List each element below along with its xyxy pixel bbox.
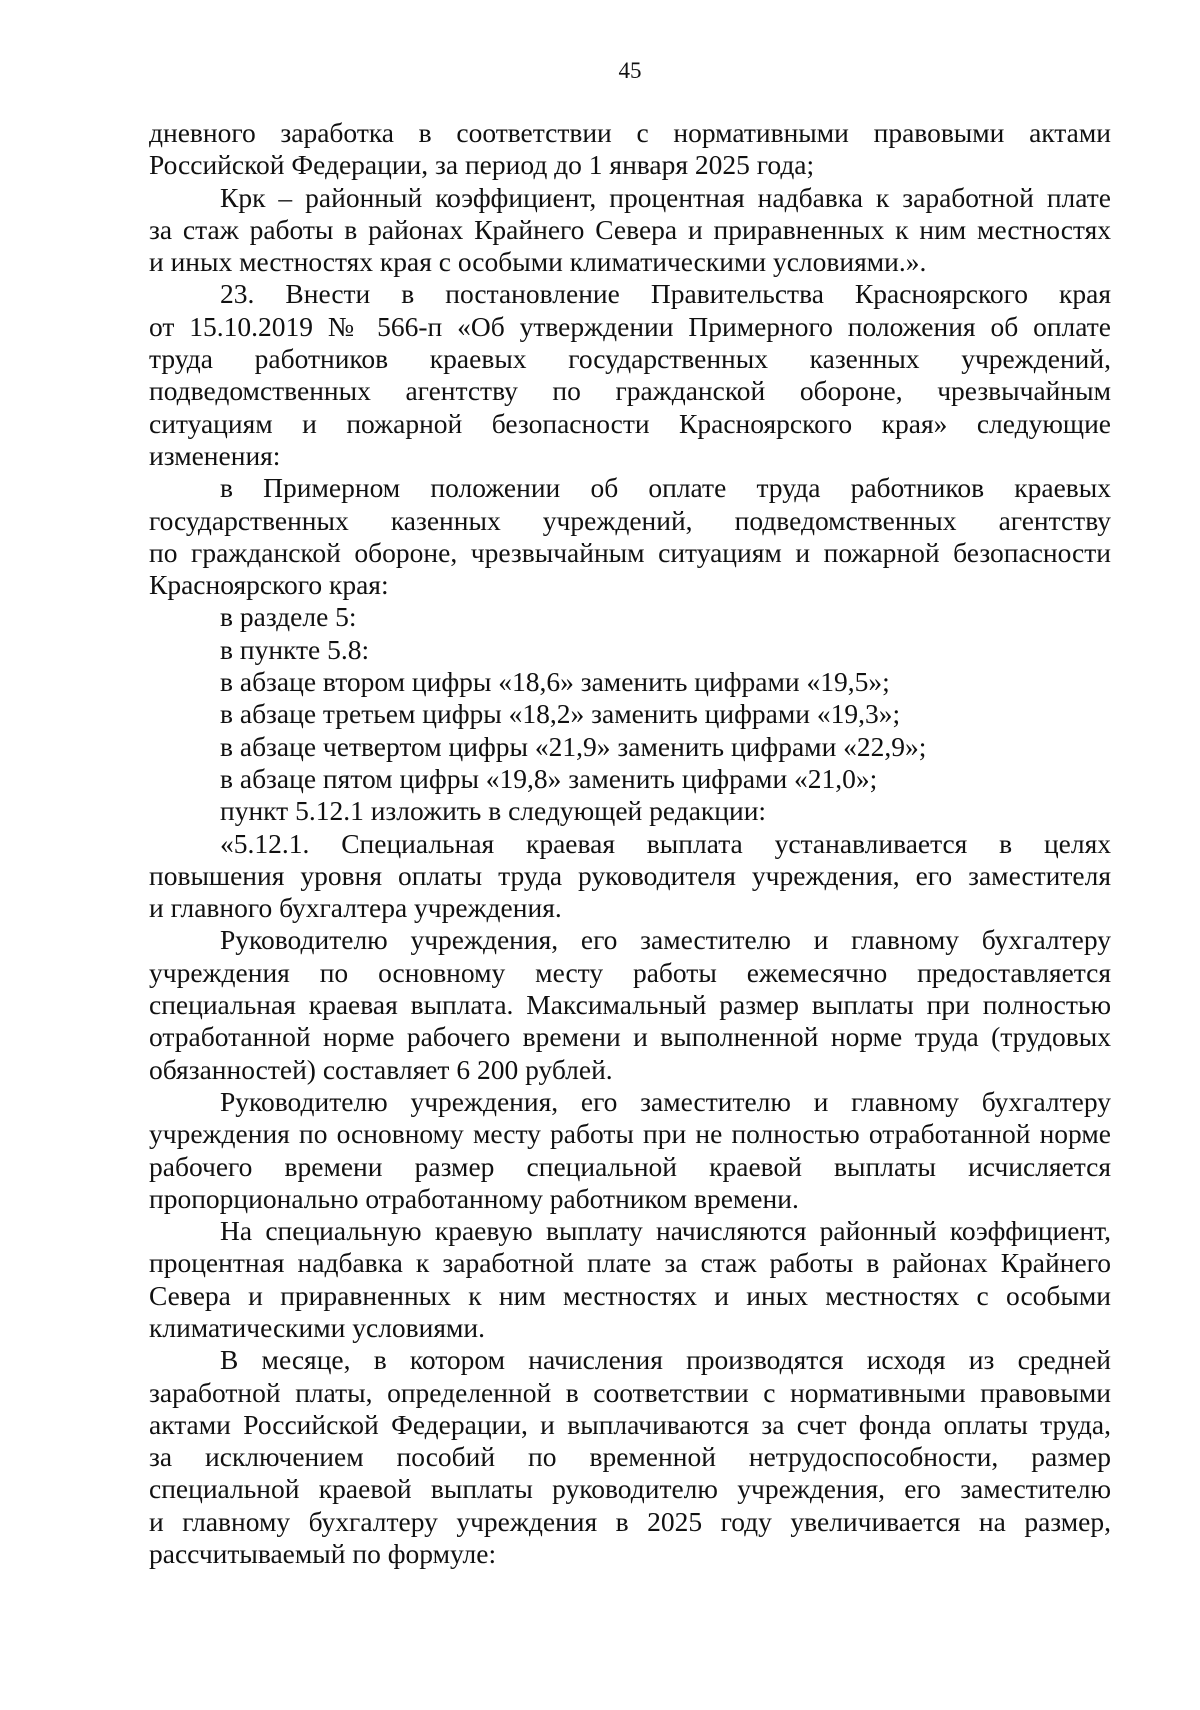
text-line: за исключением пособий по временной нетрудоспособности, размер	[149, 1441, 1111, 1473]
paragraph-proportional	[149, 1086, 1111, 1215]
text-line: и главного бухгалтера учреждения.	[149, 892, 562, 924]
text-line: рабочего времени размер специальной краевой выплаты исчисляется	[149, 1150, 1111, 1182]
text-line: Российской Федерации, за период до 1 января 2025 года;	[149, 149, 815, 181]
text-line: и главному бухгалтеру учреждения в 2025 году увеличивается на размер,	[149, 1505, 1111, 1537]
text-line: Руководителю учреждения, его заместителю и главному бухгалтеру	[220, 924, 1111, 956]
paragraph-formula-intro	[149, 1344, 1111, 1570]
text-line: актами Российской Федерации, и выплачиваются за счет фонда оплаты труда,	[149, 1408, 1111, 1440]
text-line: Руководителю учреждения, его заместителю и главному бухгалтеру	[220, 1085, 1111, 1117]
list-item: в абзаце втором цифры «18,6» заменить цифрами «19,5»;	[220, 666, 890, 698]
paragraph-model-regulation	[149, 472, 1111, 601]
text-line: «5.12.1. Специальная краевая выплата устанавливается в целях	[220, 827, 1111, 859]
text-line: заработной платы, определенной в соответствии с нормативными правовыми	[149, 1376, 1111, 1408]
text-line: На специальную краевую выплату начисляются районный коэффициент,	[220, 1215, 1111, 1247]
paragraph-monthly-payment	[149, 924, 1111, 1085]
text-line: специальная краевая выплата. Максимальный размер выплаты при полностью	[149, 989, 1111, 1021]
text-line: учреждения по основному месту работы ежемесячно предоставляется	[149, 956, 1111, 988]
paragraph-krk-definition	[149, 182, 1111, 473]
text-line: процентная надбавка к заработной плате за стаж работы в районах Крайнего	[149, 1247, 1111, 1279]
text-line: климатическими условиями.	[149, 1311, 486, 1343]
text-line: повышения уровня оплаты труда руководителя учреждения, его заместителя	[149, 859, 1111, 891]
paragraph-coefficient	[149, 1215, 1111, 1344]
text-line: по гражданской обороне, чрезвычайным ситуациям и пожарной безопасности	[149, 536, 1111, 568]
text-line: от 15.10.2019 № 566-п «Об утверждении Примерного положения об оплате	[149, 310, 1111, 342]
text-line: изменения:	[149, 439, 281, 471]
list-item: в абзаце четвертом цифры «21,9» заменить цифрами «22,9»;	[220, 730, 927, 762]
text-line: обязанностей) составляет 6 200 рублей.	[149, 1053, 613, 1085]
text-line: В месяце, в котором начисления производятся исходя из средней	[220, 1344, 1111, 1376]
list-item: в абзаце пятом цифры «19,8» заменить цифрами «21,0»;	[220, 762, 878, 794]
text-line: 23. Внести в постановление Правительства Красноярского края	[220, 278, 1111, 310]
text-line: подведомственных агентству по гражданской обороне, чрезвычайным	[149, 375, 1111, 407]
text-line: и иных местностях края с особыми климатическими условиями.».	[149, 246, 927, 278]
document-body	[149, 117, 1111, 1570]
text-line: рассчитываемый по формуле:	[149, 1538, 497, 1570]
list-item: в абзаце третьем цифры «18,2» заменить цифрами «19,3»;	[220, 698, 901, 730]
text-line: специальной краевой выплаты руководителю учреждения, его заместителю	[149, 1473, 1111, 1505]
text-line: за стаж работы в районах Крайнего Севера и приравненных к ним местностях	[149, 213, 1111, 245]
list-item: в пункте 5.8:	[220, 633, 370, 665]
text-line: Крк – районный коэффициент, процентная надбавка к заработной плате	[220, 181, 1111, 213]
text-line: Красноярского края:	[149, 569, 389, 601]
list-item: в разделе 5:	[220, 601, 357, 633]
text-line: отработанной норме рабочего времени и выполненной норме труда (трудовых	[149, 1021, 1111, 1053]
text-line: Севера и приравненных к ним местностях и иных местностях с особыми	[149, 1279, 1111, 1311]
text-line: учреждения по основному месту работы при не полностью отработанной норме	[149, 1118, 1111, 1150]
text-line: дневного заработка в соответствии с нормативными правовыми актами	[149, 117, 1111, 148]
text-line: ситуациям и пожарной безопасности Красноярского края» следующие	[149, 407, 1111, 439]
paragraph-daily-earnings	[149, 117, 1111, 182]
text-line: государственных казенных учреждений, подведомственных агентству	[149, 504, 1111, 536]
amendment-list	[149, 601, 1111, 827]
text-line: труда работников краевых государственных казенных учреждений,	[149, 343, 1111, 375]
text-line: пропорционально отработанному работником времени.	[149, 1182, 799, 1214]
list-item: пункт 5.12.1 изложить в следующей редакции:	[220, 795, 767, 827]
text-line: в Примерном положении об оплате труда работников краевых	[220, 472, 1111, 504]
page-number: 45	[618, 58, 642, 83]
paragraph-5-12-1	[149, 828, 1111, 925]
